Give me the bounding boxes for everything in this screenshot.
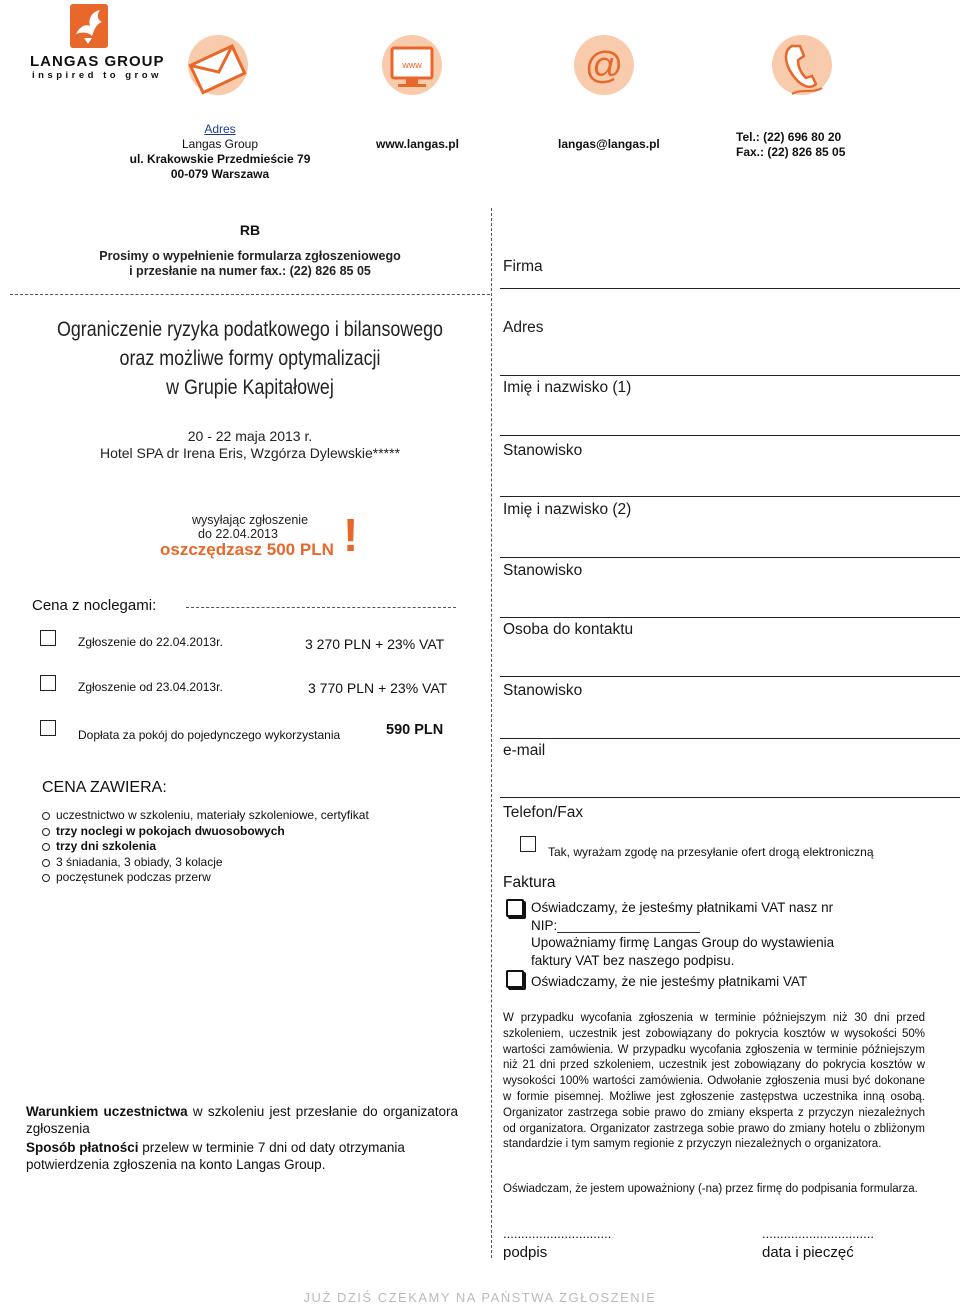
option-single-room-checkbox[interactable] (40, 720, 56, 736)
address-street: ul. Krakowskie Przedmieście 79 (129, 152, 311, 166)
brand-tagline: inspired to grow (32, 70, 162, 81)
includes-list (42, 808, 369, 886)
terms-text: w szkoleniu jest przesłanie do organizatora zgłoszenia (26, 1104, 458, 1136)
option-early-vat: + 23% VAT (375, 636, 445, 652)
authorization-line1: Upoważniamy firmę Langas Group do wystawienia (531, 935, 835, 950)
consent-checkbox[interactable] (520, 836, 536, 852)
option-early-checkbox[interactable] (40, 630, 56, 646)
date-stamp-dots: ............................... (762, 1226, 874, 1241)
includes-item: 3 śniadania, 3 obiady, 3 kolacje (42, 855, 369, 871)
signature-dots: .............................. (503, 1226, 612, 1241)
brand-name: LANGAS GROUP (30, 53, 165, 70)
payment-terms (26, 1140, 458, 1173)
header-divider (10, 294, 490, 295)
includes-item: uczestnictwo w szkoleniu, materiały szkoleniowe, certyfikat (42, 808, 369, 824)
nip-row (531, 917, 834, 935)
field-email-label: e-mail (503, 742, 546, 759)
field-contact-line[interactable] (500, 676, 960, 677)
form-code: RB (239, 222, 261, 238)
field-address-label: Adres (503, 319, 544, 336)
fax-number: Fax.: (22) 826 85 05 (736, 145, 846, 159)
field-name2-line[interactable] (500, 557, 960, 558)
includes-item: trzy dni szkolenia (42, 839, 369, 855)
invoice-heading: Faktura (503, 874, 556, 891)
authorization-statement: Oświadczam, że jestem upoważniony (-na) przez firmę do podpisania formularza. (503, 1183, 918, 1195)
participation-terms (26, 1104, 458, 1137)
option-late-label: Zgłoszenie od 23.04.2013r. (78, 680, 223, 694)
payment-heading: Sposób płatności (26, 1140, 139, 1155)
fax-note-line1: Prosimy o wypełnienie formularza zgłoszeniowego (99, 249, 401, 263)
phone-icon (762, 28, 842, 102)
date-stamp-label: data i pieczęć (762, 1244, 854, 1261)
website-link[interactable]: www.langas.pl (376, 137, 459, 151)
event-date: 20 - 22 maja 2013 r. (187, 428, 313, 444)
svg-text:@: @ (584, 45, 624, 87)
field-contact-label: Osoba do kontaktu (503, 621, 634, 638)
promo-savings: oszczędzasz 500 PLN (160, 540, 334, 559)
event-details (10, 428, 490, 462)
option-early-label: Zgłoszenie do 22.04.2013r. (78, 635, 223, 649)
nip-label: NIP: (531, 917, 558, 933)
field-name1-label: Imię i nazwisko (1) (503, 379, 632, 396)
phone-fax-block (736, 130, 845, 160)
field-position3-label: Stanowisko (503, 682, 583, 699)
promo-box (192, 513, 308, 541)
includes-item: trzy noclegi w pokojach dwuosobowych (42, 824, 369, 840)
fax-note-line2: i przesłanie na numer fax.: (22) 826 85 05 (129, 264, 371, 278)
option-late-checkbox[interactable] (40, 675, 56, 691)
field-position3-line[interactable] (500, 738, 960, 739)
vat-payer-block (531, 899, 834, 969)
address-heading: Adres (204, 122, 236, 136)
option-single-room-label: Dopłata za pokój do pojedynczego wykorzystania (78, 728, 341, 742)
address-company: Langas Group (181, 137, 259, 151)
option-early-amount: 3 270 PLN (305, 636, 372, 652)
title-line3: w Grupie Kapitałowej (166, 376, 334, 399)
option-single-room-price: 590 PLN (386, 722, 444, 738)
field-email-line[interactable] (500, 797, 960, 798)
www-monitor-icon (372, 28, 452, 102)
field-position1-label: Stanowisko (503, 442, 583, 459)
field-phone-label: Telefon/Fax (503, 804, 584, 821)
nip-field[interactable]: ___________________ (557, 917, 700, 933)
non-vat-payer-checkbox[interactable] (506, 970, 524, 988)
vat-payer-label: Oświadczamy, że jesteśmy płatnikami VAT nasz nr (531, 900, 834, 915)
cancellation-policy: W przypadku wycofania zgłoszenia w terminie późniejszym niż 30 dni przed szkoleniem, uczestnik jest zobowiązany do pokrycia kosztów w wysokości 50% wartości zamówienia. W przypadku wycofania zgłoszenia w terminie późniejszym niż 21 dni przed szkoleniem, uczestnik jest zobowiązany do pokrycia kosztów w wysokości 100% wartości zamówienia. Odwołanie zgłoszenia musi być dokonane w formie pisemnej. Możliwe jest zgłoszenie zastępstwa uczestnika inną osobą. Organizator zastrzega sobie prawo do zmiany eksperta z przyczyn niezależnych od organizatora. Organizator zastrzega sobie prawo do zmiany hotelu o zbliżonym standardzie i tym samym regionie z przyczyn niezależnych o organizatora. (503, 1012, 925, 1151)
field-position2-line[interactable] (500, 617, 960, 618)
promo-exclamation: ! (343, 509, 359, 561)
option-late-amount: 3 770 PLN (308, 680, 375, 696)
at-sign-icon (564, 28, 644, 102)
non-vat-payer-label: Oświadczamy, że nie jesteśmy płatnikami VAT (531, 974, 808, 989)
title-line1: Ograniczenie ryzyka podatkowego i bilansowego (56, 318, 443, 341)
phone-number: Tel.: (22) 696 80 20 (736, 130, 842, 144)
promo-line2: do 22.04.2013 (198, 527, 278, 541)
field-name1-line[interactable] (500, 435, 960, 436)
price-heading: Cena z noclegami: (32, 597, 157, 614)
includes-item: poczęstunek podczas przerw (42, 870, 369, 886)
title-line2: oraz możliwe formy optymalizacji (119, 347, 381, 370)
field-position2-label: Stanowisko (503, 562, 583, 579)
option-late-vat: + 23% VAT (378, 680, 448, 696)
signature-label: podpis (503, 1244, 548, 1261)
address-block (120, 122, 320, 182)
vat-payer-checkbox[interactable] (506, 899, 524, 917)
address-postal: 00-079 Warszawa (170, 167, 270, 181)
field-name2-label: Imię i nazwisko (2) (503, 501, 632, 518)
svg-text:www: www (402, 60, 422, 70)
option-late-price (308, 680, 447, 696)
field-company-line[interactable] (500, 288, 960, 289)
option-early-price (305, 636, 444, 652)
price-divider (186, 607, 456, 608)
field-company-label: Firma (503, 258, 543, 275)
column-divider (491, 208, 492, 1258)
fax-instructions (10, 249, 490, 279)
envelope-icon (178, 28, 258, 102)
payment-text: przelew w terminie 7 dni od daty otrzymania potwierdzenia zgłoszenia na konto Langas Group. (26, 1140, 405, 1172)
authorization-line2: faktury VAT bez naszego podpisu. (531, 952, 735, 968)
email-link[interactable]: langas@langas.pl (558, 137, 660, 151)
terms-heading: Warunkiem uczestnictwa (26, 1104, 188, 1119)
includes-heading: CENA ZAWIERA: (42, 779, 167, 796)
event-title (10, 315, 490, 402)
event-venue: Hotel SPA dr Irena Eris, Wzgórza Dylewskie***** (99, 445, 401, 461)
field-address-line[interactable] (500, 375, 960, 376)
consent-label: Tak, wyrażam zgodę na przesyłanie ofert drogą elektroniczną (548, 845, 874, 859)
langas-bird-logo-icon (70, 4, 108, 48)
field-position1-line[interactable] (500, 496, 960, 497)
footer-slogan: JUŻ DZIŚ CZEKAMY NA PAŃSTWA ZGŁOSZENIE (303, 1290, 657, 1305)
promo-line1: wysyłając zgłoszenie (192, 513, 309, 527)
